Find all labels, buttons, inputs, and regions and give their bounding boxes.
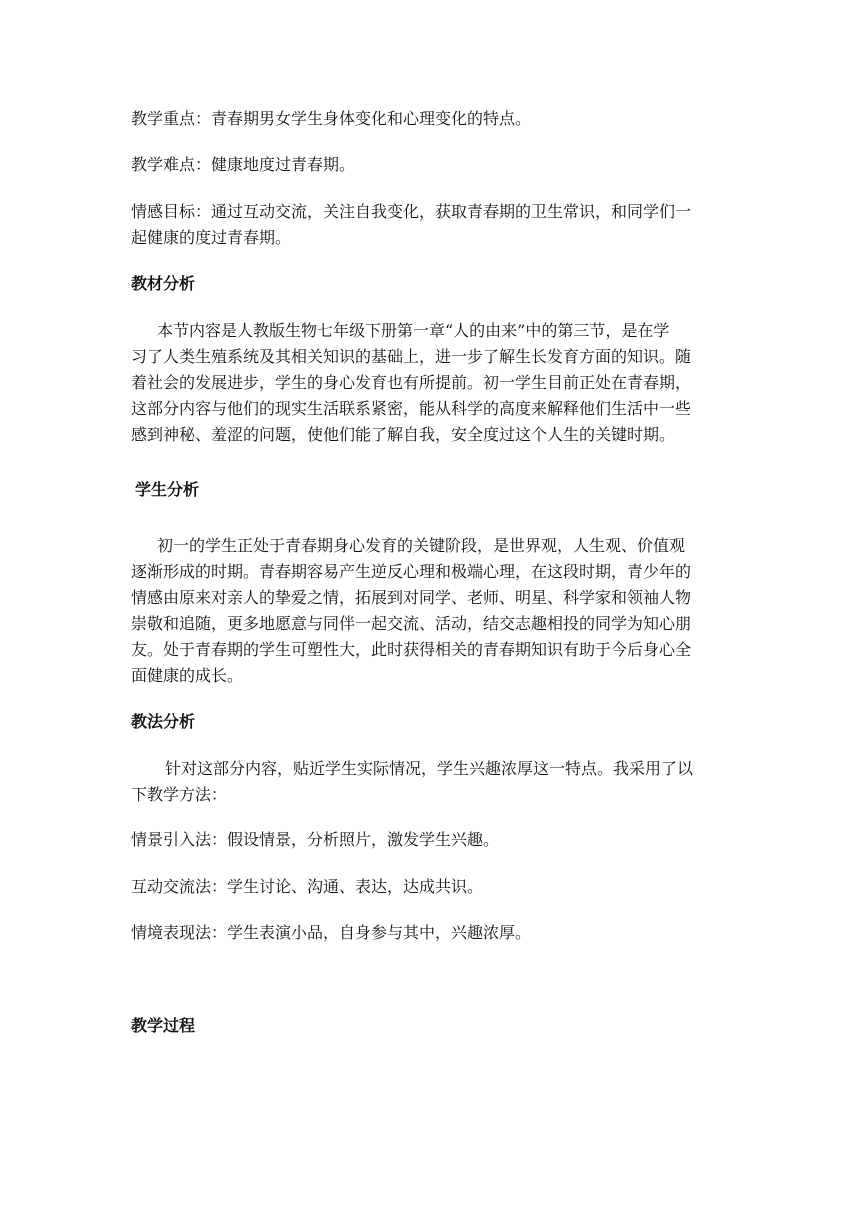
student-line-4: 崇敬和追随，更多地愿意与同伴一起交流、活动，结交志趣相投的同学为知心朋 [131,614,692,633]
material-line-5: 感到神秘、羞涩的问题，使他们能了解自我，安全度过这个人生的关键时期。 [131,425,676,444]
method-item-scenario: 情景引入法：假设情景，分析照片，激发学生兴趣。 [131,830,500,849]
student-line-1: 初一的学生正处于青春期身心发育的关键阶段，是世界观，人生观、价值观 [157,536,686,555]
material-analysis-heading: 教材分析 [131,274,196,293]
method-item-performance: 情境表现法：学生表演小品，自身参与其中，兴趣浓厚。 [131,923,532,942]
student-analysis-heading: 学生分析 [135,480,200,499]
student-line-3: 情感由原来对亲人的挚爱之情，拓展到对同学、老师、明星、科学家和领袖人物 [131,588,692,607]
key-points-text: 教学重点：青春期男女学生身体变化和心理变化的特点。 [131,109,532,128]
method-line-1: 针对这部分内容，贴近学生实际情况，学生兴趣浓厚这一特点。我采用了以 [165,759,694,778]
difficult-points-text: 教学难点：健康地度过青春期。 [131,155,356,174]
student-line-5: 友。处于青春期的学生可塑性大，此时获得相关的青春期知识有助于今后身心全 [131,640,692,659]
emotion-goal-line-1: 情感目标：通过互动交流，关注自我变化，获取青春期的卫生常识，和同学们一 [131,202,692,221]
method-line-2: 下教学方法： [131,785,228,804]
material-line-1: 本节内容是人教版生物七年级下册第一章“人的由来”中的第三节，是在学 [157,321,670,340]
student-line-2: 逐渐形成的时期。青春期容易产生逆反心理和极端心理，在这段时期，青少年的 [131,562,692,581]
method-item-interaction: 互动交流法：学生讨论、沟通、表达，达成共识。 [131,877,484,896]
material-line-2: 习了人类生殖系统及其相关知识的基础上，进一步了解生长发育方面的知识。随 [131,347,692,366]
method-analysis-heading: 教法分析 [131,712,196,731]
teaching-process-heading: 教学过程 [131,1016,196,1035]
material-line-3: 着社会的发展进步，学生的身心发育也有所提前。初一学生目前正处在青春期， [131,373,692,392]
student-line-6: 面健康的成长。 [131,666,244,685]
material-line-4: 这部分内容与他们的现实生活联系紧密，能从科学的高度来解释他们生活中一些 [131,399,692,418]
emotion-goal-line-2: 起健康的度过青春期。 [131,228,292,247]
